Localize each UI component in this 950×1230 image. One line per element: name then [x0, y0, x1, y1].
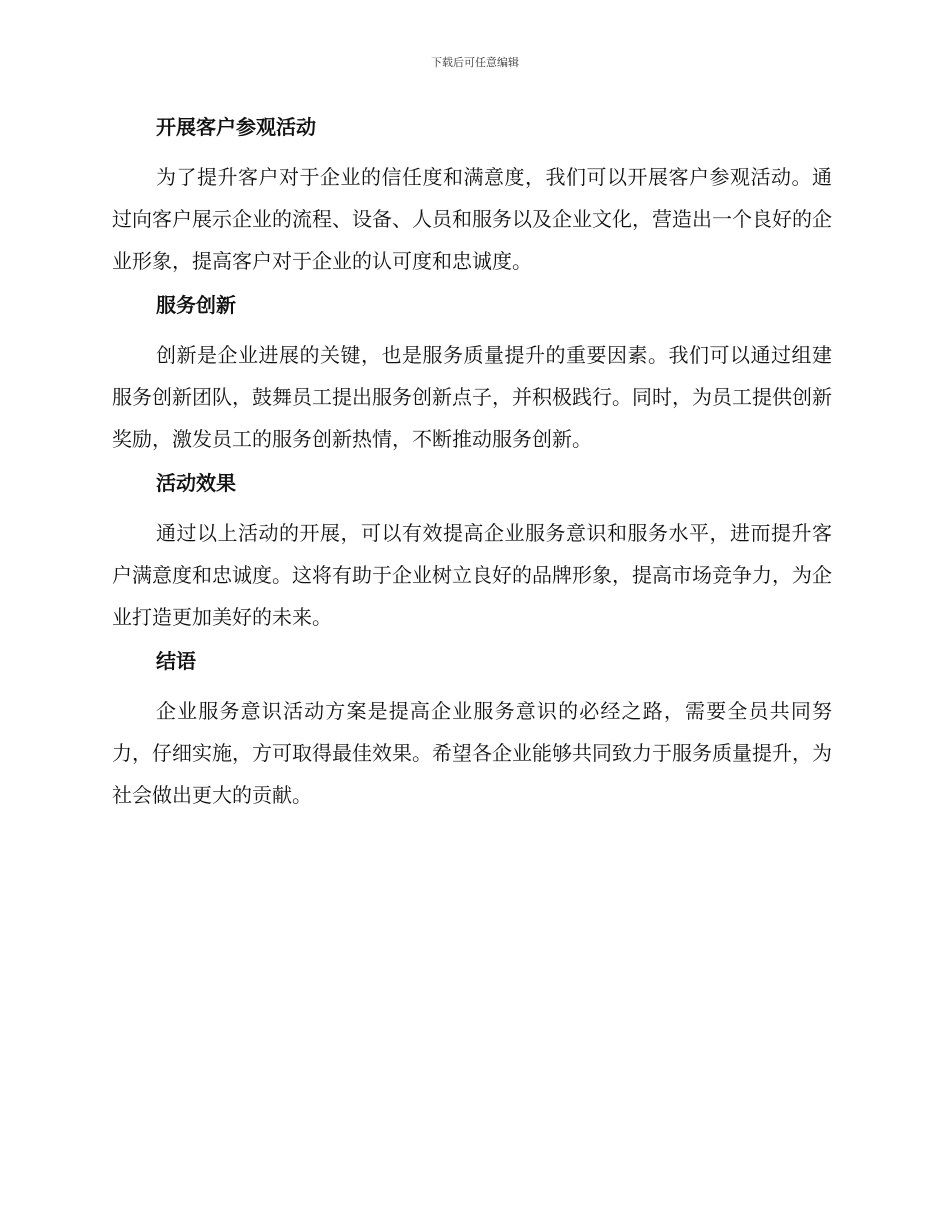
section-conclusion [112, 646, 832, 816]
document-content [112, 112, 832, 824]
section-activity-effect [112, 468, 832, 638]
section-customer-visit [112, 112, 832, 282]
section-title: 结语 [156, 649, 196, 673]
section-title: 服务创新 [156, 293, 236, 317]
section-paragraph: 创新是企业进展的关键，也是服务质量提升的重要因素。我们可以通过组建服务创新团队，鼓舞员工提出服务创新点子，并积极践行。同时，为员工提供创新奖励，激发员工的服务创新热情，不断推动服务创新。 [112, 343, 832, 451]
section-title: 开展客户参观活动 [156, 115, 316, 139]
section-service-innovation [112, 290, 832, 460]
section-paragraph: 通过以上活动的开展，可以有效提高企业服务意识和服务水平，进而提升客户满意度和忠诚度。这将有助于企业树立良好的品牌形象，提高市场竞争力，为企业打造更加美好的未来。 [112, 521, 832, 629]
page-header: 下载后可任意编辑 [431, 56, 519, 69]
section-title: 活动效果 [156, 471, 236, 495]
section-paragraph: 企业服务意识活动方案是提高企业服务意识的必经之路，需要全员共同努力，仔细实施，方可取得最佳效果。希望各企业能够共同致力于服务质量提升，为社会做出更大的贡献。 [112, 699, 832, 807]
section-paragraph: 为了提升客户对于企业的信任度和满意度，我们可以开展客户参观活动。通过向客户展示企业的流程、设备、人员和服务以及企业文化，营造出一个良好的企业形象，提高客户对于企业的认可度和忠诚度。 [112, 165, 832, 273]
